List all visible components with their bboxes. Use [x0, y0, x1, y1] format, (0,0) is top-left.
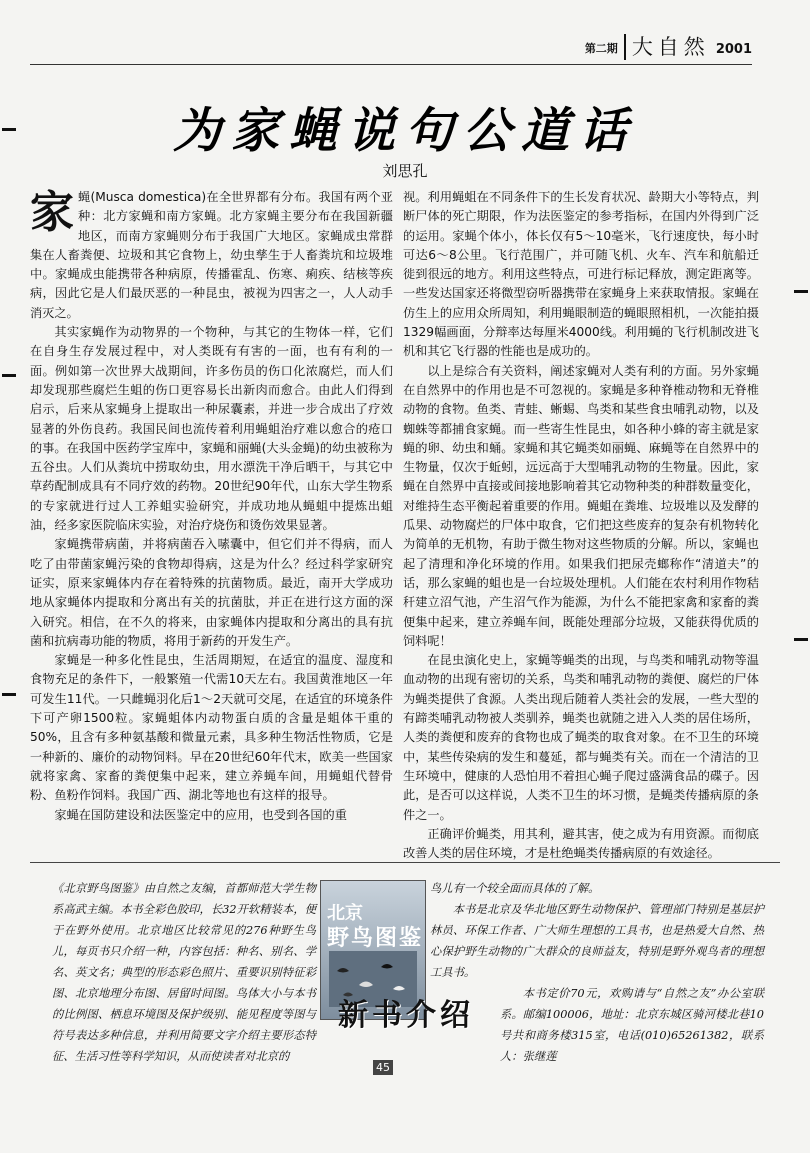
- paragraph: 家蝇在国防建设和法医鉴定中的应用，也受到各国的重: [54, 807, 347, 822]
- section-divider: [30, 862, 780, 863]
- margin-mark: [794, 290, 808, 293]
- margin-mark: [2, 693, 16, 696]
- article-column-right: [403, 188, 759, 863]
- issue-label: 第二期: [584, 42, 618, 55]
- new-book-stamp: 新书介绍: [338, 998, 474, 1033]
- paragraph: 本书是北京及华北地区野生动物保护、管理部门特别是基层护林员、环保工作者、广大师生理想的工具书，也是热爱大自然、热心保护野生动物的广大群众的良师益友，特别是野外观鸟者的理想工具书。: [430, 903, 764, 979]
- cover-title-line1: 北京: [327, 903, 363, 924]
- article-author: 刘思孔: [382, 162, 428, 180]
- margin-mark: [2, 374, 16, 377]
- page-number: 45: [373, 1060, 393, 1075]
- paragraph: 以上是综合有关资料，阐述家蝇对人类有利的方面。另外家蝇在自然界中的作用也是不可忽视的。家蝇是多种脊椎动物和无脊椎动物的食物。鱼类、青蛙、蜥蜴、鸟类和某些食虫哺乳动物，以及蜘蛛等都捕食家蝇。而一些寄生性昆虫，如各种小蜂的寄主就是家蝇的卵、幼虫和蛹。家蝇和其它蝇类如丽蝇、麻蝇等在自然界中的生物量，仅次于蚯蚓，远远高于大型哺乳动物的生物量。因此，家蝇在自然界中直接或间接地影响着其它动物种类的种群数量变化，对维持生态平衡起着重要的作用。蝇蛆在粪堆、垃圾堆以及发酵的瓜果、动物腐烂的尸体中取食，它们把这些废弃的复杂有机物转化为简单的无机物，有助于微生物对这些物质的分解。所以，家蝇也起了清理和净化环境的作用。如果我们把尿壳螂称作“清道夫”的话，那么家蝇的蛆也是一台垃圾处理机。人们能在农村利用作物秸秆建立沼气池，产生沼气作为能源，为什么不能把家禽和家畜的粪便集中起来，建立养蝇车间，既能处理部分垃圾，又能获得优质的饲料呢！: [403, 363, 759, 648]
- book-intro-right: [430, 878, 764, 1067]
- drop-cap: 家: [30, 187, 74, 238]
- header-rule: [30, 64, 752, 65]
- paragraph: 本书定价70元，欢购请与“自然之友”办公室联系。邮编100006，地址：北京东城区骑河楼北巷10号共和商务楼315室，电话(010)65261382，联系人：张继莲: [500, 987, 764, 1063]
- margin-mark: [794, 638, 808, 641]
- paragraph: 视。利用蝇蛆在不同条件下的生长发育状况、龄期大小等特点，判断尸体的死亡期限，作为法医鉴定的参考指标，在国内外得到广泛的运用。家蝇个体小，体长仅有5～10毫米，飞行速度快，每小时可达6～8公里。飞行范围广，并可随飞机、火车、汽车和航船迁徙到很远的地方。利用这些特点，可进行标记释放，测定距离等。一些发达国家还将微型窃听器携带在家蝇身上来获取情报。家蝇在仿生上的应用众所周知，利用蝇眼制造的蝇眼照相机，一次能拍摄1329幅画面，分辩率达每厘米4000线。利用蝇的飞行机制改进飞机和其它飞行器的性能也是成功的。: [403, 190, 759, 359]
- running-header: [585, 34, 752, 60]
- paragraph: 其实家蝇作为动物界的一个物种，与其它的生物体一样，它们在自身生存发展过程中，对人类既有有害的一面，也有有利的一面。例如第一次世界大战期间，许多伤员的伤口化浓腐烂，而人们却发现那些腐烂生蛆的伤口更容易长出新肉而愈合。由此人们得到启示，后来从家蝇身上提取出一种尿囊素，并进一步合成出了疗效显著的外伤良药。我国民间也流传着利用蝇蛆治疗难以愈合的疮口的事。在我国中医药学宝库中，家蝇和丽蝇(大头金蝇)的幼虫被称为五谷虫。人们从粪坑中捞取幼虫，用水漂洗干净后晒干，与其它中草药配制成具有不同疗效的药物。20世纪90年代，山东大学生物系的专家就进行过人工养蛆实验研究，并成功地从蝇蛆中提炼出蛆油，经多家医院临床实验，对治疗烧伤和烫伤效果显著。: [30, 325, 393, 533]
- header-year: 2001: [715, 42, 752, 57]
- article-column-left: [30, 188, 393, 825]
- book-intro-left: 《北京野鸟图鉴》由自然之友编，首都师范大学生物系高武主编。本书全彩色胶印，长32开软精装本，便于在野外使用。北京地区比较常见的276种野生鸟儿，每页书只介绍一种，内容包括：种名、别名、学名、英文名；典型的形态彩色照片、重要识别特征彩图、北京地理分布图、居留时间图。鸟体大小与本书的比例图、栖息环境图及保护级别、能见程度等图与符号表达多种信息，并利用简要文字介绍主要形态特征、生活习性等科学知识，从而使读者对北京的: [52, 882, 316, 1063]
- magazine-name: 大自然: [624, 34, 710, 60]
- paragraph: 家蝇携带病菌，并将病菌吞入嗉囊中，但它们并不得病，而人吃了由带菌家蝇污染的食物却得病，这是为什么？经过科学家研究证实，原来家蝇体内存在着特殊的抗菌物质。最近，南开大学成功地从家蝇体内提取和分离出有关的抗菌肽，并正在进行这方面的深入研究。相信，在不久的将来，由家蝇体内提取和分离出的具有抗菌和抗病毒功能的物质，将用于新药的开发生产。: [30, 537, 393, 648]
- paragraph: 正确评价蝇类，用其利，避其害，使之成为有用资源。而彻底改善人类的居住环境，才是杜绝蝇类传播病原的有效途径。: [403, 826, 759, 861]
- paragraph: 家蝇是一种多化性昆虫，生活周期短，在适宜的温度、湿度和食物充足的条件下，一般繁殖一代需10天左右。我国黄淮地区一年可发生11代。一只雌蝇羽化后1～2天就可交尾，在适宜的环境条件下可产卵1500粒。家蝇蛆体内动物蛋白质的含量是蛆体干重的50%，且含有多种氨基酸和微量元素，具多种生物活性物质，它是一种新的、廉价的动物饲料。早在20世纪60年代末，欧美一些国家就将家禽、家畜的粪便集中起来，建立养蝇车间，用蝇蛆代替骨粉、鱼粉作饲料。我国广西、湖北等地也有这样的报导。: [30, 653, 393, 803]
- paragraph: 家蝇(Musca domestica)在全世界都有分布。我国有两个亚种：北方家蝇和南方家蝇。北方家蝇主要分布在我国新疆地区，而南方家蝇则分布于我国广大地区。家蝇成虫常群集在人畜粪便、垃圾和其它食物上，幼虫孳生于人畜粪坑和垃圾堆中。家蝇成虫能携带各种病原，传播霍乱、伤寒、痢疾、结核等疾病，因此它是人们最厌恶的一种昆虫，被视为四害之一，人人动手消灭之。: [30, 187, 393, 320]
- cover-title-line2: 野鸟图鉴: [327, 925, 424, 951]
- paragraph: 鸟儿有一个较全面而具体的了解。: [430, 882, 600, 895]
- paragraph: 在昆虫演化史上，家蝇等蝇类的出现，与鸟类和哺乳动物等温血动物的出现有密切的关系，鸟类和哺乳动物的粪便、腐烂的尸体为蝇类提供了食源。人类出现后随着人类社会的发展，一些大型的有蹄类哺乳动物被人类驯养，蝇类也就随之进入人类的居住场所，人类的粪便和废弃的食物也成了蝇类的取食对象。在不卫生的环境中，某些传染病的发生和蔓延，都与蝇类有关。而在一个清洁的卫生环境中，健康的人恐怕用不着担心蝇子爬过盛满食品的碟子。因此，是否可以这样说，人类不卫生的坏习惯，是蝇类传播病原的条件之一。: [403, 653, 759, 822]
- article-title: 为家蝇说句公道话: [172, 103, 637, 159]
